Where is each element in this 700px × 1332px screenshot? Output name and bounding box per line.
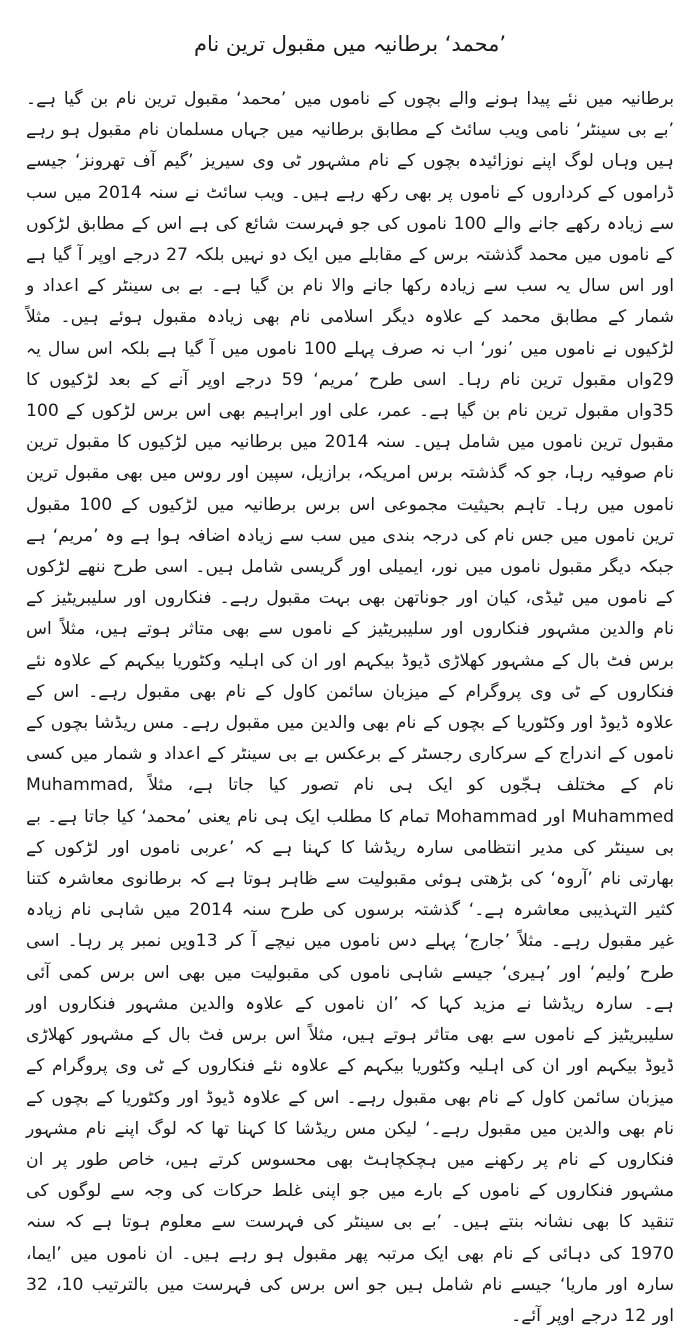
article-body: برطانیہ میں نئے پیدا ہونے والے بچوں کے ناموں میں ’محمد‘ مقبول ترین نام بن گیا ہے۔ ’بے بی سینٹر‘ نامی ویب سائٹ کے مطابق برطانیہ میں جہاں مسلمان نام مقبول ہو رہے ہیں وہاں لوگ اپنے نوزائیدہ بچوں کے نام مشہور ٹی وی سیریز ’گیم آف تھرونز‘ جیسے ڈراموں کے کرداروں کے ناموں پر بھی رکھ رہے ہیں۔ ویب سائٹ نے سنہ 2014 میں سب سے زیادہ رکھے جانے والے 100 ناموں کی جو فہرست شائع کی ہے اس کے مطابق لڑکوں کے ناموں میں محمد گذشتہ برس کے مقابلے میں ایک دو نہیں بلکہ 27 درجے اوپر آ گیا ہے اور اس سال یہ سب سے زیادہ رکھا جانے والا نام بن گیا ہے۔ بے بی سینٹر کے اعداد و شمار کے مطابق محمد کے علاوہ دیگر اسلامی نام بھی زیادہ مقبول ہوئے ہیں۔ مثلاً لڑکیوں نے ناموں میں ’نور‘ اب نہ صرف پہلے 100 ناموں میں آ گیا ہے بلکہ اس سال یہ 29واں مقبول ترین نام رہا۔ اسی طرح ’مریم‘ 59 درجے اوپر آنے کے بعد لڑکیوں کا 35واں مقبول ترین نام بن گیا ہے۔ عمر، علی اور ابراہیم بھی اس برس لڑکوں کے 100 مقبول ترین ناموں میں شامل ہیں۔ سنہ 2014 میں برطانیہ میں لڑکیوں کا مقبول ترین نام صوفیہ رہا، جو کہ گذشتہ برس امریکہ، برازیل، سپین اور روس میں بھی مقبول ترین ناموں میں رہا۔ تاہم بحیثیت مجموعی اس برس برطانیہ میں لڑکیوں کے 100 مقبول ترین ناموں میں جس نام کی درجہ بندی میں سب سے زیادہ اضافہ ہوا ہے وہ ’مریم‘ ہے جبکہ دیگر مقبول ناموں میں نور، ایمیلی اور گریسی شامل ہیں۔ اسی طرح ننھے لڑکوں کے ناموں میں ٹیڈی، کیان اور جوناتھن بھی بہت مقبول رہے۔ فنکاروں اور سلیبریٹیز کے نام والدین مشہور فنکاروں اور سلیبریٹیز کے ناموں سے بھی متاثر ہوتے ہیں، مثلاً اس برس فٹ بال کے مشہور کھلاڑی ڈیوڈ بیکہم اور ان کی اہلیہ وکٹوریا بیکہم کے علاوہ نئے فنکاروں کے ٹی وی پروگرام کے میزبان سائمن کاول کے نام بھی مقبول رہے۔ اس کے علاوہ ڈیوڈ اور وکٹوریا کے بچوں کے نام بھی والدین میں مقبول رہے۔ مس ریڈشا بچوں کے ناموں کے اندراج کے سرکاری رجسٹر کے برعکس بے بی سینٹر کے اعداد و شمار میں کسی نام کے مختلف ہجّوں کو ایک ہی نام تصور کیا جاتا ہے، مثلاً Muhammad, Muhammed اور Mohammad تمام کا مطلب ایک ہی نام یعنی ’محمد‘ کیا جاتا ہے۔ بے بی سینٹر کی مدیر انتظامی سارہ ریڈشا کا کہنا ہے کہ ’عربی ناموں اور لڑکوں کے بھارتی نام ’آروہ‘ کی بڑھتی ہوئی مقبولیت سے ظاہر ہوتا ہے کہ برطانوی معاشرہ کتنا کثیر التہذیبی معاشرہ ہے۔‘ گذشتہ برسوں کی طرح سنہ 2014 میں شاہی نام زیادہ غیر مقبول رہے۔ مثلاً ’جارج‘ پہلے دس ناموں میں نیچے آ کر 13ویں نمبر پر رہا۔ اسی طرح ’ولیم‘ اور ’ہیری‘ جیسے شاہی ناموں کی مقبولیت میں بھی اس برس کمی آئی ہے۔ سارہ ریڈشا نے مزید کہا کہ ’ان ناموں کے علاوہ والدین مشہور فنکاروں اور سلیبریٹیز کے ناموں سے بھی متاثر ہوتے ہیں، مثلاً اس برس فٹ بال کے مشہور کھلاڑی ڈیوڈ بیکہم اور ان کی اہلیہ وکٹوریا بیکہم کے علاوہ نئے فنکاروں کے ٹی وی پروگرام کے میزبان سائمن کاول کے نام بھی مقبول رہے۔ اس کے علاوہ ڈیوڈ اور وکٹوریا کے بچوں کے نام بھی والدین میں مقبول رہے۔‘ لیکن مس ریڈشا کا کہنا تھا کہ لوگ اپنے نام مشہور فنکاروں کے نام پر رکھنے میں ہچکچاہٹ بھی محسوس کرتے ہیں، خاص طور پر ان مشہور فنکاروں کے ناموں کے بارے میں جو اپنی غلط حرکات کی وجہ سے لوگوں کی تنقید کا بھی نشانہ بنتے ہیں۔ ’بے بی سینٹر کی فہرست سے معلوم ہوتا ہے کہ سنہ 1970 کی دہائی کے نام بھی ایک مرتبہ پھر مقبول ہو رہے ہیں۔ ان ناموں میں ’ایما، سارہ اور ماریا‘ جیسے نام شامل ہیں جو اس برس کی فہرست میں بالترتیب 10، 32 اور 12 درجے اوپر آئے۔	[26, 89, 675, 1326]
article-title: ’محمد‘ برطانیہ میں مقبول ترین نام	[193, 32, 507, 56]
